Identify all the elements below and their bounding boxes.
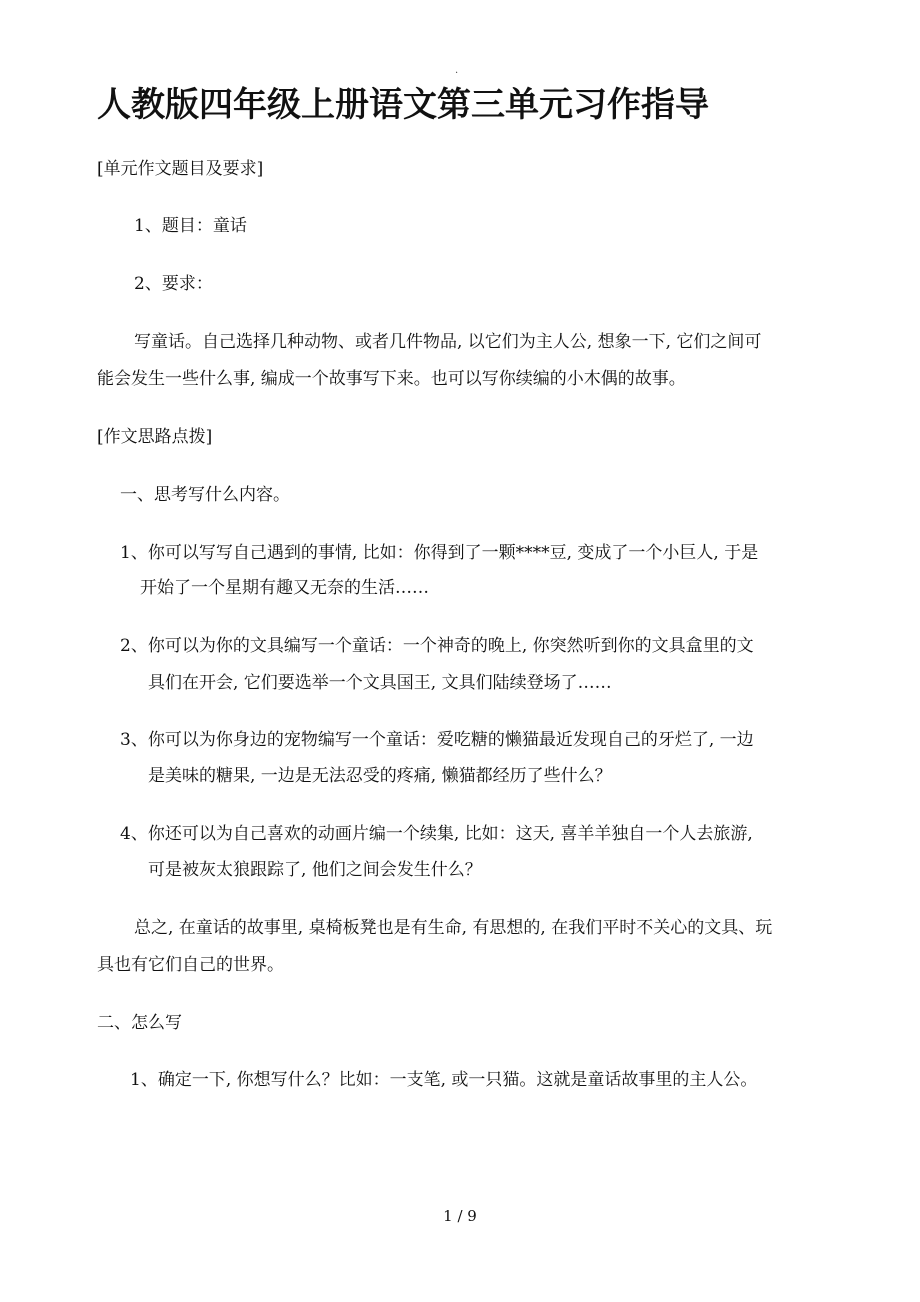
- page-number: 1 / 9: [443, 1207, 477, 1225]
- idea-2-line-2: 具们在开会, 它们要选举一个文具国王, 文具们陆续登场了……: [148, 673, 612, 693]
- idea-3-line-1: 3、你可以为你身边的宠物编写一个童话：爱吃糖的懒猫最近发现自己的牙烂了, 一边: [120, 730, 754, 750]
- idea-4-line-2: 可是被灰太狼跟踪了, 他们之间会发生什么？: [148, 860, 482, 880]
- step-1: 1、确定一下, 你想写什么？比如：一支笔, 或一只猫。这就是童话故事里的主人公。: [130, 1070, 758, 1090]
- idea-3-line-2: 是美味的糖果, 一边是无法忍受的疼痛, 懒猫都经历了些什么？: [148, 766, 612, 786]
- section-heading-requirements: [单元作文题目及要求]: [97, 159, 264, 179]
- summary-line-2: 具也有它们自己的世界。: [97, 955, 284, 975]
- idea-1-line-1: 1、你可以写写自己遇到的事情, 比如：你得到了一颗****豆, 变成了一个小巨人, 于是: [120, 543, 759, 563]
- part-two-heading: 二、怎么写: [97, 1013, 182, 1033]
- section-heading-ideas: [作文思路点拨]: [97, 427, 213, 447]
- idea-1-line-2: 开始了一个星期有趣又无奈的生活……: [140, 578, 429, 598]
- header-dot: .: [455, 65, 459, 76]
- item-topic: 1、题目：童话: [134, 216, 247, 236]
- idea-2-line-1: 2、你可以为你的文具编写一个童话：一个神奇的晚上, 你突然听到你的文具盒里的文: [120, 636, 754, 656]
- requirements-paragraph-line-2: 能会发生一些什么事, 编成一个故事写下来。也可以写你续编的小木偶的故事。: [97, 369, 686, 389]
- requirements-paragraph-line-1: 写童话。自己选择几种动物、或者几件物品, 以它们为主人公, 想象一下, 它们之间可: [134, 332, 762, 352]
- page-title: 人教版四年级上册语文第三单元习作指导: [97, 85, 709, 125]
- idea-4-line-1: 4、你还可以为自己喜欢的动画片编一个续集, 比如：这天, 喜羊羊独自一个人去旅游,: [120, 824, 753, 844]
- part-one-heading: 一、思考写什么内容。: [120, 485, 290, 505]
- summary-line-1: 总之, 在童话的故事里, 桌椅板凳也是有生命, 有思想的, 在我们平时不关心的文具、玩: [134, 918, 773, 938]
- item-requirements: 2、要求：: [134, 274, 213, 294]
